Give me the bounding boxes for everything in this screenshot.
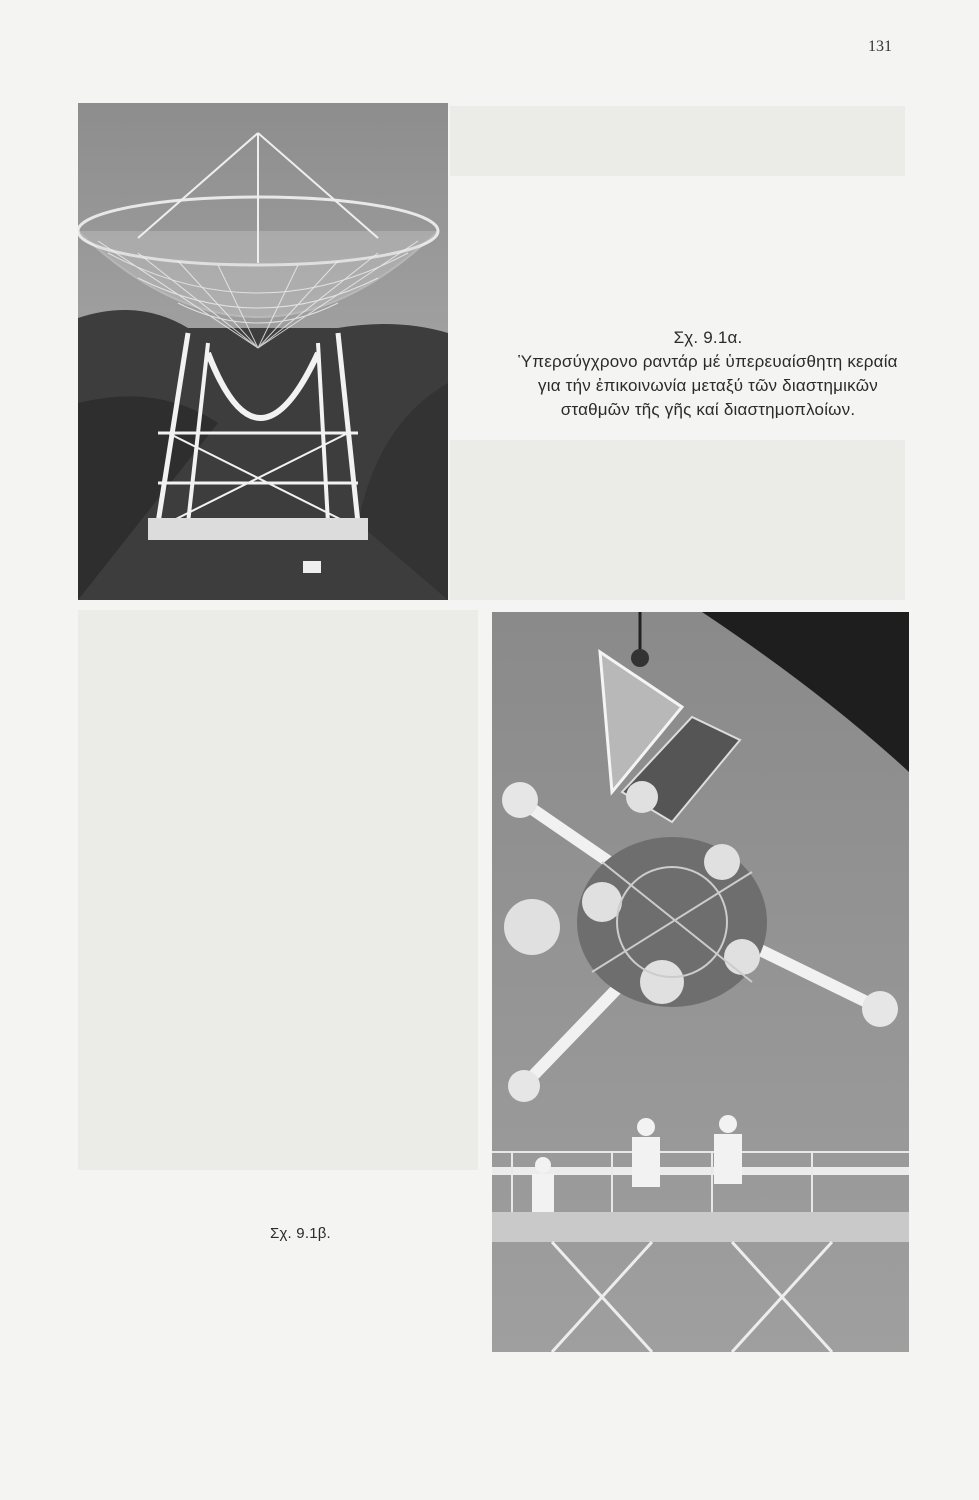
show-through-text <box>450 106 905 176</box>
spacecraft-photo <box>492 612 909 1352</box>
caption-line: σταθμῶν τῆς γῆς καί διαστημοπλοίων. <box>560 400 856 419</box>
figure-b-label: Σχ. 9.1β. <box>270 1225 331 1242</box>
page-number: 131 <box>868 38 892 55</box>
caption-line: για τήν ἐπικοινωνία μεταξύ τῶν διαστημικῶν <box>538 376 878 395</box>
radar-antenna-photo <box>78 103 448 600</box>
show-through-text <box>78 610 478 1170</box>
figure-a-label: Σχ. 9.1α. <box>673 328 743 347</box>
caption-line: Ὑπερσύγχρονο ραντάρ μέ ὑπερευαίσθητη κεραία <box>518 352 898 371</box>
show-through-text <box>450 440 905 600</box>
figure-a-caption <box>448 326 968 422</box>
